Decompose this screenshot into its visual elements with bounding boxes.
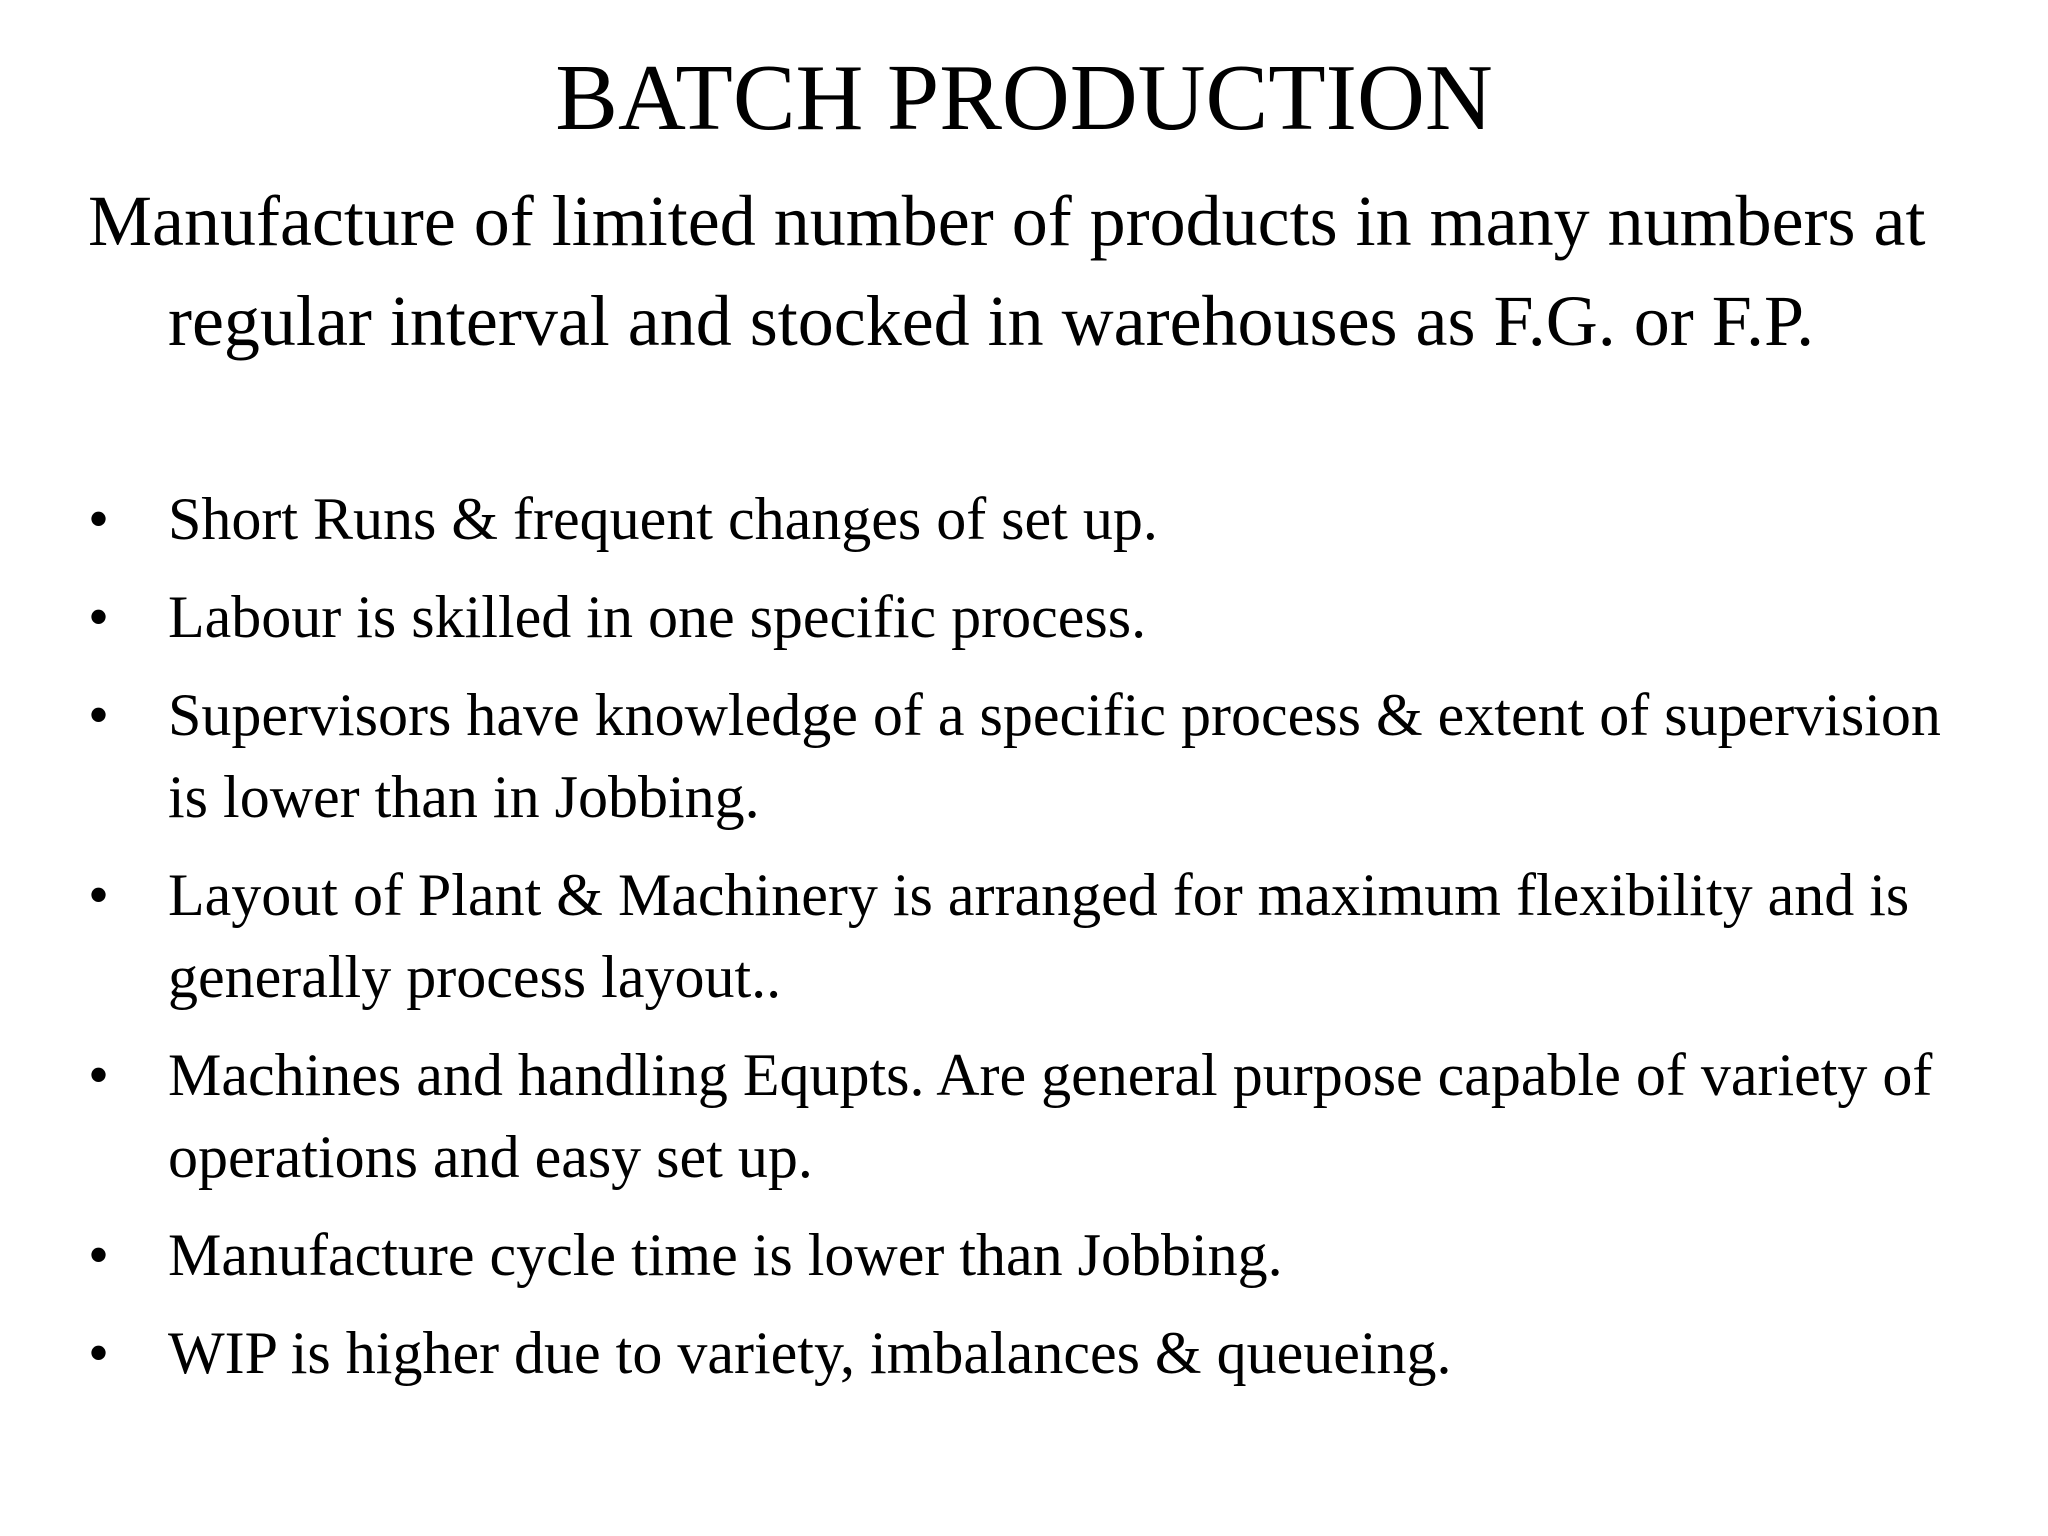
bullet-text: Machines and handling Equpts. Are general purpose capable of variety of operations and easy set up.	[168, 1042, 1933, 1190]
bullet-text: Labour is skilled in one specific process.	[168, 584, 1147, 650]
bullet-list	[88, 478, 1968, 1410]
bullet-text: Short Runs & frequent changes of set up.	[168, 486, 1158, 552]
bullet-item	[88, 478, 1968, 560]
intro-paragraph: Manufacture of limited number of products in many numbers at regular interval and stocked in warehouses as F.G. or F.P.	[88, 181, 1926, 361]
bullet-icon: •	[88, 1042, 110, 1108]
bullet-icon: •	[88, 682, 110, 748]
bullet-item	[88, 576, 1968, 658]
slide-title: BATCH PRODUCTION	[555, 46, 1493, 150]
bullet-text: Supervisors have knowledge of a specific process & extent of supervision is lower than in Jobbing.	[168, 682, 1941, 830]
bullet-icon: •	[88, 1320, 110, 1386]
bullet-icon: •	[88, 1222, 110, 1288]
bullet-text: Layout of Plant & Machinery is arranged for maximum flexibility and is generally process layout..	[168, 862, 1910, 1010]
bullet-text: Manufacture cycle time is lower than Jobbing.	[168, 1222, 1283, 1288]
bullet-item	[88, 854, 1968, 1018]
bullet-icon: •	[88, 486, 110, 552]
bullet-item	[88, 1312, 1968, 1394]
bullet-item	[88, 1034, 1968, 1198]
bullet-icon: •	[88, 584, 110, 650]
bullet-text: WIP is higher due to variety, imbalances & queueing.	[168, 1320, 1452, 1386]
bullet-item	[88, 674, 1968, 838]
bullet-icon: •	[88, 862, 110, 928]
bullet-item	[88, 1214, 1968, 1296]
